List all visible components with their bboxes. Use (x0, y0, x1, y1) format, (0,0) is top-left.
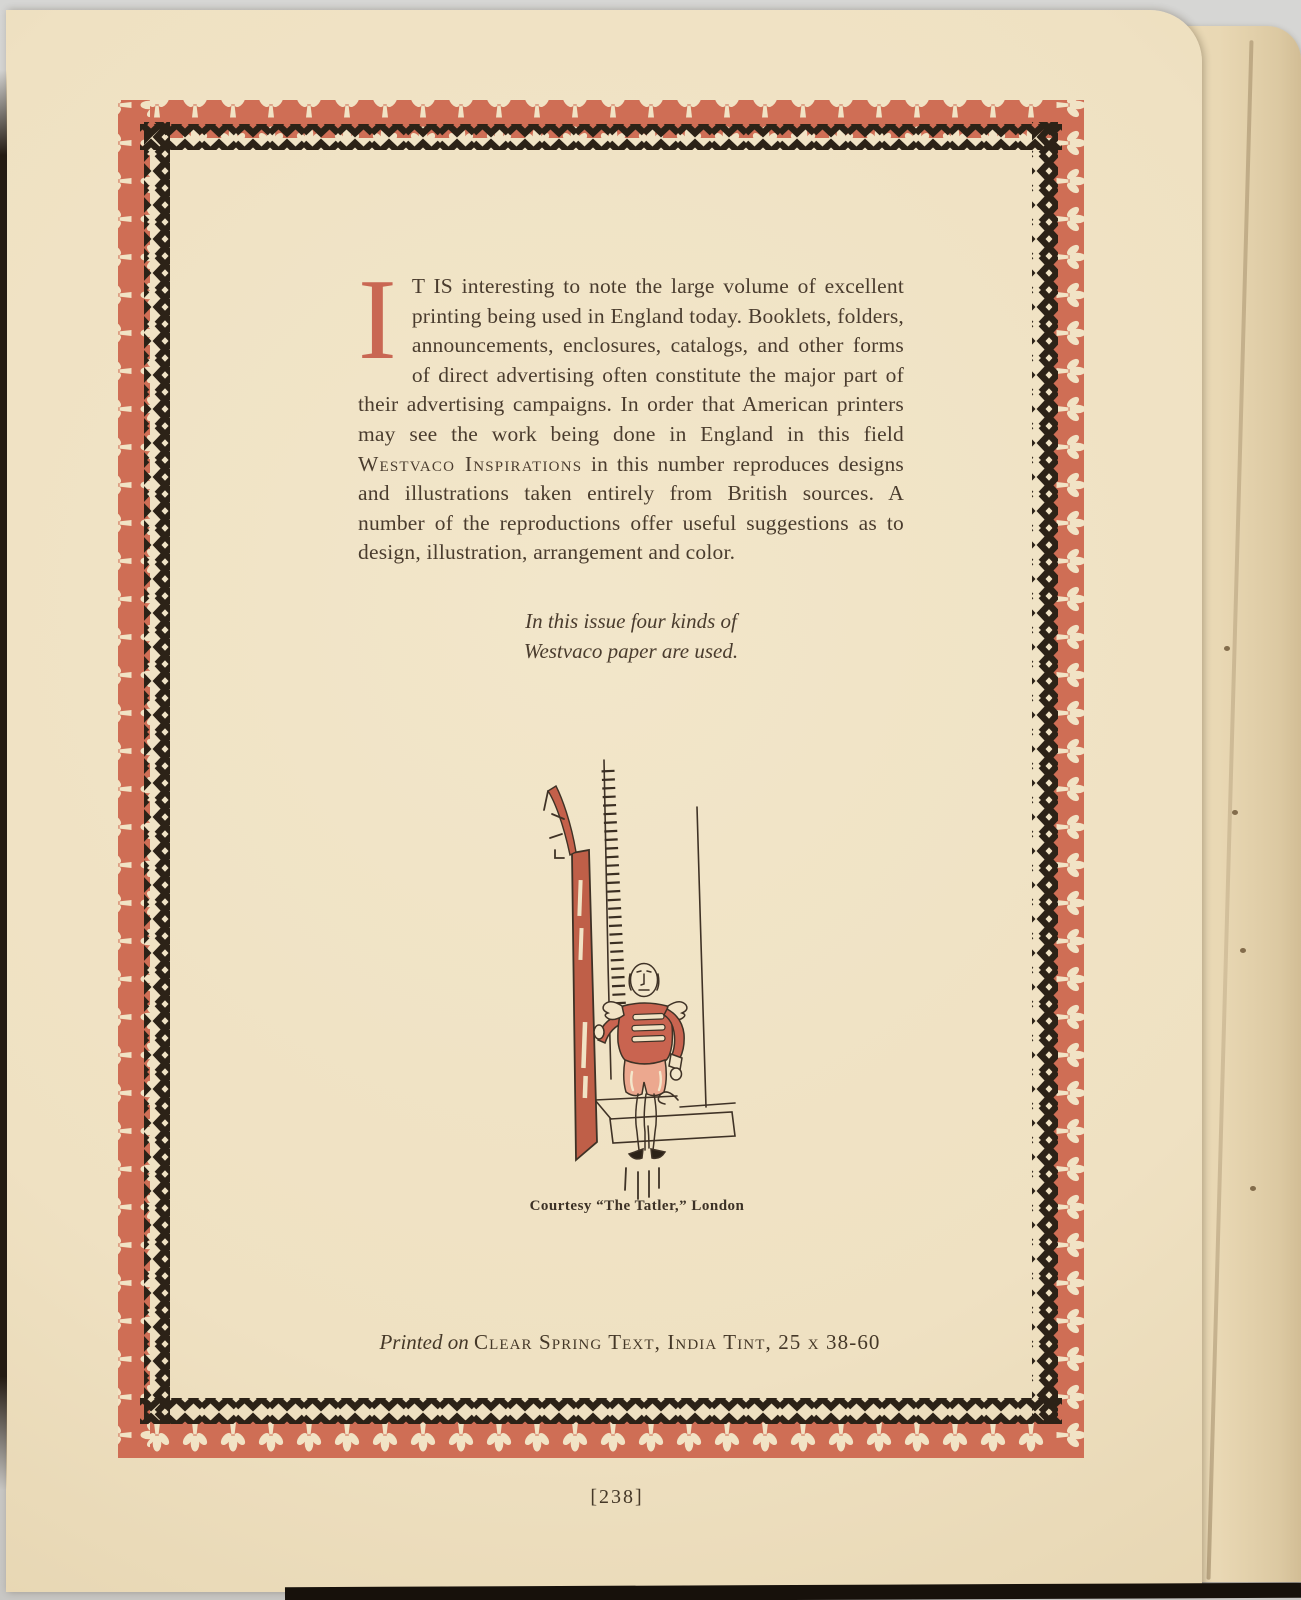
stitch-speck (1250, 1186, 1256, 1191)
paragraph-text-after: in this number reproduces designs and illustrations taken entirely from British sources. A number of the reproductions offer useful suggestions as to design, illustration, arrangement and color. (358, 451, 905, 565)
stitch-speck (1232, 810, 1238, 815)
illustration-caption: Courtesy “The Tatler,” London (529, 1198, 745, 1214)
paragraph-text-before: T IS interesting to note the large volume of excellent printing being used in England today. Booklets, folders, announcements, enclosures, catalogs, and other forms of direct advertising often constitute the major part of their advertising campaigns. In order that American printers may see the work being done in England in this field (358, 274, 904, 446)
stitch-speck (1240, 948, 1246, 953)
body-paragraph (358, 256, 905, 568)
printer-line (300, 1330, 960, 1355)
brand-name: Westvaco Inspirations (358, 451, 583, 476)
issue-note-line2: Westvaco paper are used. (523, 639, 739, 663)
guardsman-illustration (492, 722, 802, 1200)
page-number: [238] (590, 1486, 644, 1508)
drop-cap: I (358, 256, 397, 384)
issue-note-line1: In this issue four kinds of (525, 609, 737, 633)
printer-line-prefix: Printed on (379, 1330, 474, 1354)
issue-note (358, 606, 904, 666)
photo-left-edge (0, 70, 7, 1490)
printer-line-specs: Clear Spring Text, India Tint, 25 x 38-60 (473, 1330, 881, 1354)
stitch-speck (1224, 646, 1230, 651)
